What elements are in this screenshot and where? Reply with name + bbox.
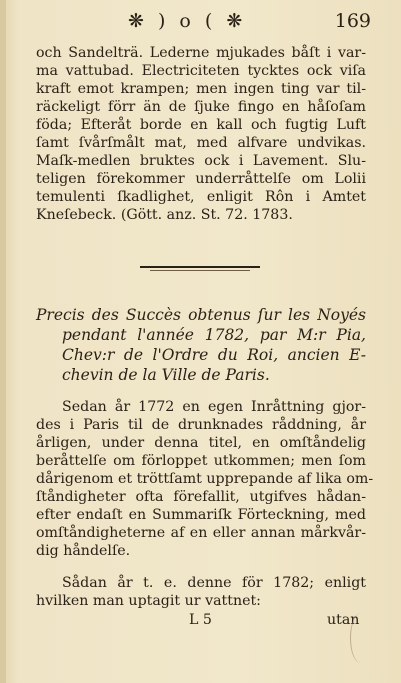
page-spine-shadow	[0, 0, 6, 683]
page-number: 169	[334, 10, 371, 32]
section-title-line: Chev:r de l'Ordre du Roi, ancien E-	[62, 346, 366, 364]
section-title-line: Precis des Succès obtenus ſur les Noyés	[36, 306, 366, 324]
para3-line: Sådan år t. e. denne för 1782; enligt	[62, 575, 366, 591]
para1-line: Maſk-medlen bruktes ock i Lavement. Slu-	[36, 153, 366, 169]
para2-line: beråttelſe om förloppet utkommen; men ſom	[36, 453, 366, 469]
section-title-line: chevin de la Ville de Paris.	[62, 366, 270, 384]
para2-line: des i Paris til de drunknades råddning, år	[36, 417, 366, 433]
para1-line: Kneſebeck. (Gött. anz. St. 72. 1783.	[36, 207, 293, 223]
section-title-line: pendant l'année 1782, par M:r Pia,	[62, 326, 366, 344]
para3-line: hvilken man uptagit ur vattnet:	[36, 593, 261, 609]
signature-mark: L 5	[189, 612, 212, 628]
para1-line: teligen förekommer underråttelſe om Lolii	[36, 171, 366, 187]
section-divider-thin	[150, 270, 250, 271]
para1-line: räckeligt förr än de ſjuke fingo en håſoſam	[36, 99, 366, 115]
para2-line: omſtåndigheterne af en eller annan mårkvår-	[36, 525, 366, 541]
running-header	[0, 4, 401, 34]
para2-line: årligen, under denna titel, en omſtåndelig	[36, 435, 366, 451]
section-divider	[140, 266, 260, 268]
para1-line: föda; Efteråt borde en kall och fugtig Luft	[36, 117, 366, 133]
paper-mark	[350, 613, 371, 663]
para2-line: dig håndelſe.	[36, 543, 131, 559]
para2-line: ſtåndigheter ofta förefallit, utgifves hådan-	[36, 489, 366, 505]
para1-line: temulenti ſkadlighet, enligit Rôn i Amtet	[36, 189, 366, 205]
para1-line: ma vattubad. Electriciteten tycktes ock viſa	[36, 63, 366, 79]
catchword: utan	[327, 612, 360, 628]
para2-line: Sedan år 1772 en egen Inråttning gjor-	[62, 399, 366, 415]
para2-line: efter endaſt en Summariſk Förteckning, med	[36, 507, 366, 523]
para1-line: ſamt ſvårſmålt mat, med alfvare undvikas.	[36, 135, 366, 151]
para1-line: och Sandelträ. Lederne mjukades båſt i var-	[36, 45, 366, 61]
header-ornament: ❋ ) o ( ❋	[128, 10, 247, 32]
para1-line: kraft emot krampen; men ingen ting var til-	[36, 81, 366, 97]
para2-line: dårigenom et tröttſamt upprepande af lika om-	[36, 471, 374, 487]
